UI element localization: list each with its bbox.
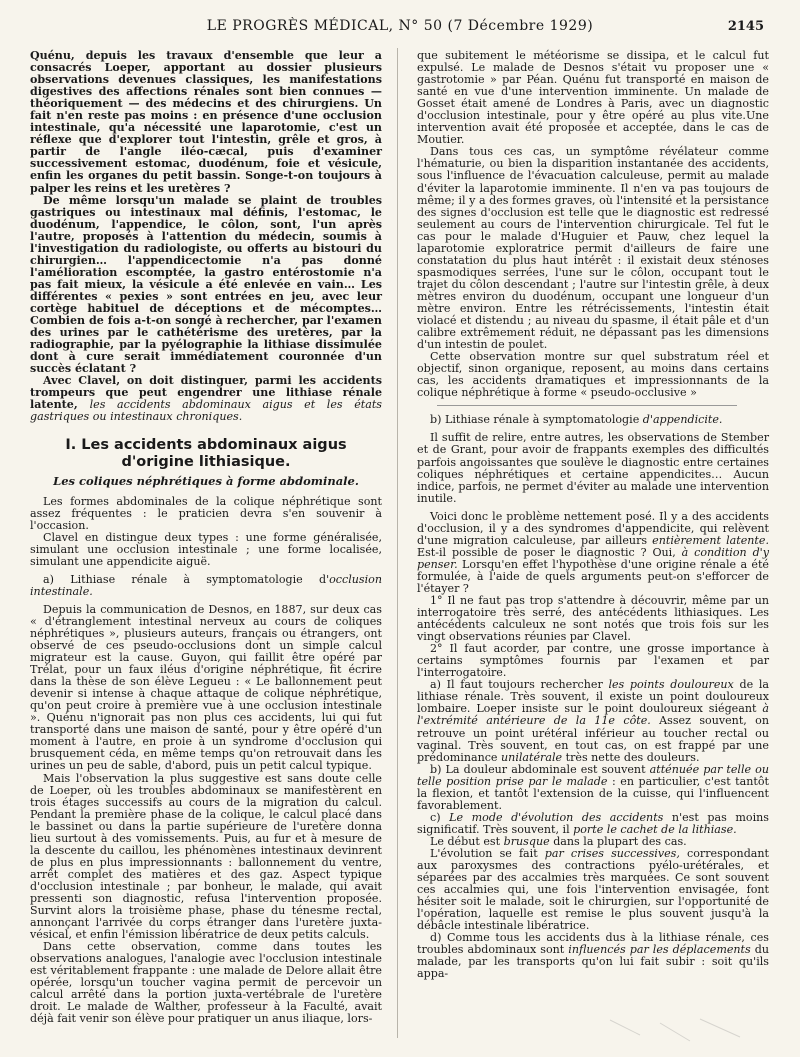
text-run: Le début est	[430, 834, 504, 848]
italic-run: à l'extrémité antérieure de la 11e côte.	[417, 702, 769, 728]
text-run: Voici donc le problème nettement posé. Il y a des accidents d'occlusion, il y a des syndromes d'appendicite, qui relèvent d'une migration calculeuse, par ailleurs	[417, 509, 769, 547]
italic-run: entièrement latente.	[652, 533, 769, 547]
paragraph: Clavel en distingue deux types : une forme généralisée, simulant une occlusion intestinale ; une forme localisée, simulant une appendicite aiguë.	[30, 530, 382, 568]
text-run: n'est pas moins significatif. Très souvent, il	[417, 810, 769, 836]
paragraph: Depuis la communication de Desnos, en 1887, sur deux cas « d'étranglement intestinal nerveux au cours de coliques néphrétiques », plusieurs auteurs, français ou étrangers, ont observé de ces pseudo-occlusions dont un simple calcul migrateur est la cause. Guyon, qui faillit être opéré par Trélat, pour un faux iléus d'origine néphrétique, fit écrire dans la thèse de son élève Legueu : « Le ballonnement peut devenir si intense à chaque attaque de colique néphrétique, qu'on peut croire à première vue à une occlusion intestinale ». Quénu n'ignorait pas non plus ces accidents, lui qui fut transporté dans une maison de santé, pour y être opéré d'un moment à l'autre, en proie à un syndrome d'occlusion qui brusquement céda, en même temps qu'on retrouvait dans les urines un peu de sable, d'abord, puis un petit calcul typique.	[30, 602, 382, 773]
italic-run: influencés par les déplacements	[568, 943, 751, 957]
text-run: Assez souvent, on retrouve un point urétéral inférieur au toucher rectal ou vaginal. Très souvent, en tout cas, on est frappé par une prédominance	[417, 714, 769, 764]
journal-running-title: LE PROGRÈS MÉDICAL, N° 50 (7 Décembre 1929)	[206, 18, 594, 34]
italic-run: Le mode d'évolution des accidents	[449, 810, 664, 824]
italic-run: les accidents abdominaux aigus et les états gastriques ou intestinaux chroniques.	[30, 398, 382, 424]
paragraph	[417, 812, 769, 836]
text-run: de la lithiase rénale. Très souvent, il existe un point douloureux lombaire. Loeper insiste sur le point douloureux siégeant	[417, 678, 769, 716]
column-divider	[397, 48, 398, 1038]
paragraph-heading	[417, 414, 769, 426]
italic-run: d'appendicite.	[642, 413, 723, 427]
italic-run: occlusion intestinale.	[30, 572, 382, 598]
paragraph	[417, 679, 769, 763]
paragraph	[417, 764, 769, 812]
text-run: Avec Clavel, on doit distinguer, parmi les accidents trompeurs que peut engendrer une lithiase rénale latente,	[30, 374, 382, 412]
italic-run: unilatérale	[501, 750, 563, 764]
section-title: I. Les accidents abdominaux aigus d'origine lithiasique.	[65, 437, 347, 471]
paragraph: Il suffit de relire, entre autres, les observations de Stember et de Grant, pour avoir de frappants exemples des difficultés parfois angoissantes que soulève le diagnostic entre certaines coliques néphrétiques et certaine appendicites… Aucun indice, parfois, ne permet d'éviter au malade une intervention inutile.	[417, 431, 769, 505]
paragraph: De même lorsqu'un malade se plaint de troubles gastriques ou intestinaux mal définis, l'estomac, le duodénum, l'appendice, le côlon, sont, l'un après l'autre, proposés à l'attention du médecin, soumis à l'investigation du radiologiste, ou offerts au bistouri du chirurgien… l'appendicectomie n'a pas donné l'amélioration escomptée, la gastro entérostomie n'a pas fait mieux, la vésicule a été enlevée en vain… Les différentes « pexies » sont entrées en jeu, avec leur cortège habituel de déceptions et de mécomptes… Combien de fois a-t-on songé à rechercher, par l'examen des urines par le cathétérisme des uretères, par la radiographie, par la pyélographie la lithiase dissimulée dont à cure serait immédiatement couronnée d'un succès éclatant ?	[30, 193, 382, 376]
paragraph: Mais l'observation la plus suggestive est sans doute celle de Loeper, où les troubles abdominaux se manifestèrent en trois étages successifs au cours de la migration du calcul. Pendant la première phase de la colique, le calcul placé dans le bassinet ou dans la partie supérieure de l'uretère donna lieu surtout à des vomissements. Puis, au fur et à mesure de la descente du caillou, les phénomènes intestinaux devinrent de plus en plus impressionnants : ballonnement du ventre, arrêt complet des matières et des gaz. Aspect typique d'occlusion intestinale ; par bonheur, le malade, qui avait pressenti son diagnostic, refusa l'intervention proposée. Survint alors la troisième phase, phase du ténesme rectal, annonçant l'arrivée du corps étranger dans l'uretère juxta-vésical, et enfin l'émission libératrice de deux petits calculs.	[30, 771, 382, 942]
text-run: b) La douleur abdominale est souvent	[430, 762, 650, 776]
text-run: très nette des douleurs.	[562, 750, 700, 764]
paragraph	[417, 932, 769, 980]
text-run: correspondant aux paroxysmes des contractions pyélo-urétérales, et séparées par des accalmies très marquées. Ce sont souvent ces accalmies qui, une fois l'intervention envisagée, font hésiter soit le malade, soit le chirurgien, sur l'opportunité de l'opération, laquelle est remise le plus souvent jusqu'à la débâcle intestinale libératrice.	[417, 847, 770, 933]
paragraph: Quénu, depuis les travaux d'ensemble que leur a consacrés Loeper, apportant au dossier plusieurs observations devenues classiques, les manifestations digestives des affections rénales sont bien connues — théoriquement — des médecins et des chirurgiens. Un fait n'en reste pas moins : en présence d'une occlusion intestinale, qu'a nécessité une laparotomie, c'est un réflexe que d'explorer tout l'intestin, grêle et gros, à partir de l'angle iléo-cæcal, puis d'examiner successivement estomac, duodénum, foie et vésicule, enfin les organes du petit bassin. Songe-t-on toujours à palper les reins et les uretères ?	[30, 49, 382, 195]
paragraph-heading	[30, 574, 382, 598]
paragraph: Cette observation montre sur quel substratum réel et objectif, sinon organique, reposent, au moins dans certains cas, les accidents dramatiques et impressionnants de la colique néphrétique à forme « pseudo-occlusive »	[417, 350, 769, 400]
paragraph: 1° Il ne faut pas trop s'attendre à découvrir, même par un interrogatoire très serré, des antécédents lithiasiques. Les antécédents calculeux ne sont notés que trois fois sur les vingt observations réunies par Clavel.	[417, 594, 769, 644]
left-column	[30, 50, 382, 1026]
italic-run: les points douloureux	[608, 678, 734, 692]
text-run: Lorsqu'en effet l'hypothèse d'une origine rénale a été formulée, à l'aide de quels arguments peut-on s'efforcer de l'étayer ?	[417, 557, 769, 595]
paragraph	[30, 375, 382, 423]
text-run: dans la plupart des cas.	[549, 834, 687, 848]
separator-rule	[437, 405, 737, 406]
italic-run: porte le cachet de la lithiase.	[573, 822, 737, 836]
running-header	[0, 14, 800, 38]
paragraph: Dans tous ces cas, un symptôme révélateur comme l'hématurie, ou bien la disparition instantanée des accidents, sous l'influence de l'évacuation calculeuse, permit au malade d'éviter la laparotomie imminente. Il n'en va pas toujours de même; il y a des formes graves, où l'intensité et la persistance des signes d'occlusion est telle que le diagnostic est redressé seulement au cours de l'intervention chirurgicale. Tel fut le cas pour le malade d'Huguier et Pauw, chez lequel la laparotomie exploratrice permit d'ailleurs de faire une constatation du plus haut intérêt : il existait deux sténoses spasmodiques serrées, l'une sur le côlon, occupant tout le trajet du côlon descendant ; l'autre sur l'intestin grêle, à deux mètres environ du duodénum, occupant une longueur d'un mètre environ. Entre les rétrécissements, l'intestin était violacé et distendu ; au niveau du spasme, il était pâle et d'un calibre extrêmement réduit, ne dépassant pas les dimensions d'un intestin de poulet.	[417, 145, 769, 352]
paragraph: que subitement le météorisme se dissipa, et le calcul fut expulsé. Le malade de Desnos s'était vu proposer une « gastrotomie » par Péan. Quénu fut transporté en maison de santé en vue d'une intervention imminente. Un malade de Gosset était amené de Londres à Paris, avec un diagnostic d'occlusion intestinale, pour y être opéré au plus vite.Une intervention avait été proposée et acceptée, dans le cas de Moutier.	[417, 49, 769, 147]
text-run: d) Comme tous les accidents dus à la lithiase rénale, ces troubles abdominaux sont	[417, 931, 769, 957]
subsection-title: Les coliques néphrétiques à forme abdominale.	[53, 474, 359, 489]
text-run: : en particulier, c'est tantôt la flexion, et tantôt l'extension de la cuisse, qui l'influencent favorablement.	[417, 774, 769, 812]
text-run: du malade, par les transports qu'on lui fait subir : soit qu'ils appa-	[417, 943, 769, 981]
paragraph	[417, 511, 769, 595]
text-run: b) Lithiase rénale à symptomatologie	[430, 413, 643, 427]
text-run: Est-il possible de poser le diagnostic ? Oui,	[417, 545, 682, 559]
right-column	[417, 50, 769, 981]
italic-run: atténuée par telle ou telle position prise par le malade	[417, 762, 769, 788]
page-number: 2145	[727, 19, 764, 34]
italic-run: à condition d'y penser.	[417, 545, 769, 571]
italic-run: par crises successives,	[544, 847, 680, 860]
paragraph: 2° Il faut acorder, par contre, une grosse importance à certains symptômes fournis par l'examen et par l'interrogatoire.	[417, 642, 769, 680]
text-run: a) Lithiase rénale à symptomatologie d'	[43, 572, 330, 586]
italic-run: brusque	[503, 834, 550, 848]
paper-mark	[600, 1015, 750, 1045]
paragraph: Les formes abdominales de la colique néphrétique sont assez fréquentes : le praticien devra s'en souvenir à l'occasion.	[30, 494, 382, 532]
paragraph	[417, 848, 769, 932]
paragraph: Dans cette observation, comme dans toutes les observations analogues, l'analogie avec l'occlusion intestinale est véritablement frappante : une malade de Delore allait être opérée, lorsqu'un toucher vagina permit de percevoir un calcul arrêté dans la portion juxta-vertébrale de l'uretère droit. Le malade de Walther, professeur à la Faculté, avait déjà fait venir son élève pour pratiquer un anus iliaque, lors-	[30, 940, 382, 1026]
text-run: L'évolution se fait	[430, 847, 545, 860]
text-run: c)	[430, 810, 450, 824]
text-run: a) Il faut toujours rechercher	[430, 678, 609, 692]
